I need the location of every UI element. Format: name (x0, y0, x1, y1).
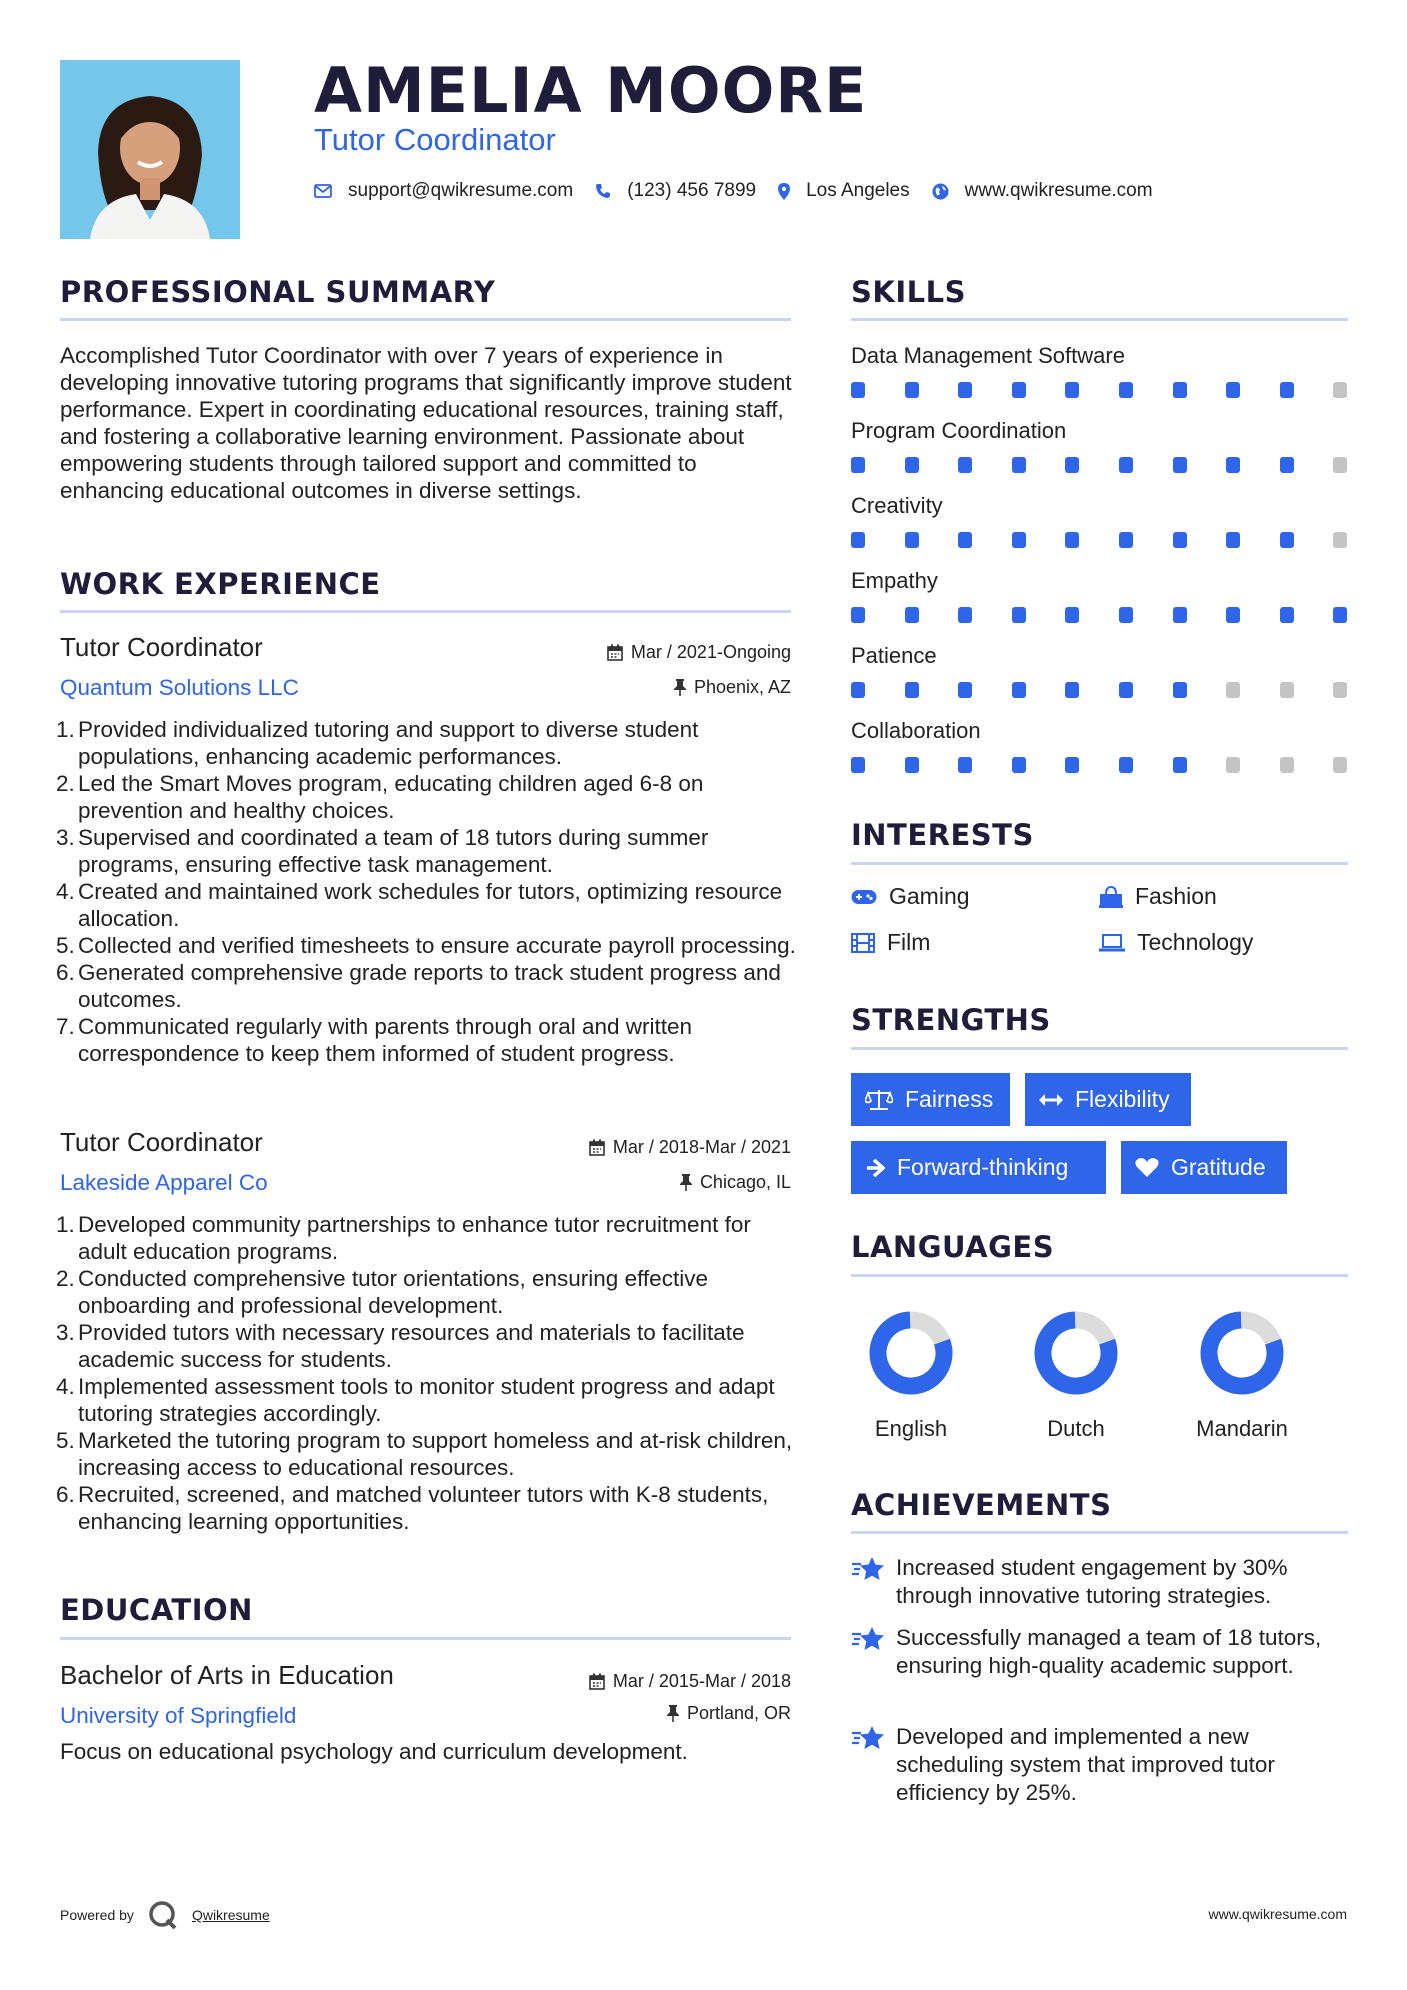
education-location-text: Portland, OR (686, 1703, 791, 1723)
arrow-right-icon (865, 1158, 885, 1178)
skill-dot-empty (1333, 532, 1347, 548)
skill-dot-filled (1226, 382, 1240, 398)
bullet-text: Provided tutors with necessary resources and materials to facilitate academic success for students. (78, 1320, 745, 1372)
skill-dot-filled (851, 532, 865, 548)
shopping-bag-icon (1099, 886, 1123, 908)
bullet-number: 5. (56, 1428, 75, 1453)
job-company: Lakeside Apparel Co (60, 1170, 268, 1195)
bullet-number: 4. (56, 1374, 75, 1399)
skill-name: Collaboration (851, 718, 981, 743)
email-text: support@qwikresume.com (348, 180, 574, 201)
bullet-number: 3. (56, 1320, 75, 1345)
skill-dot-empty (1226, 682, 1240, 698)
bullet-number: 6. (56, 960, 75, 985)
skill-dot-filled (958, 607, 972, 623)
interest-label: Fashion (1135, 883, 1217, 909)
phone-text: (123) 456 7899 (627, 180, 757, 201)
star-achievement-icon (851, 1556, 885, 1582)
skill-dot-empty (1280, 757, 1294, 773)
interest-film (851, 929, 930, 956)
skill-dot-filled (1065, 682, 1079, 698)
calendar-icon (589, 1673, 605, 1690)
job-bullet-item (56, 1319, 800, 1373)
achievement-text: Developed and implemented a new scheduling system that improved tutor efficiency by 25%. (896, 1724, 1275, 1805)
skill-dot-filled (905, 532, 919, 548)
skill-dot-empty (1333, 757, 1347, 773)
language-proficiency-donut (861, 1303, 961, 1403)
education-school: University of Springfield (60, 1703, 297, 1728)
skill-dot-filled (1065, 382, 1079, 398)
job-location-text: Phoenix, AZ (693, 677, 791, 697)
bullet-number: 5. (56, 933, 75, 958)
skill-dot-filled (1173, 457, 1187, 473)
job-bullet-item (56, 1211, 800, 1265)
website-contact[interactable] (932, 180, 1153, 202)
skill-name: Empathy (851, 568, 938, 593)
interests-divider (851, 862, 1348, 865)
education-location (667, 1703, 791, 1724)
skill-dot-filled (1119, 457, 1133, 473)
balance-scale-icon (865, 1089, 893, 1111)
summary-text: Accomplished Tutor Coordinator with over 7 years of experience in developing innovative tutoring programs that significantly improve student performance. Expert in coordinating educational resources, training staff, and fostering a collaborative learning environment. Passionate about empowering students through tailored support and committed to enhancing educational outcomes in diverse settings. (60, 343, 792, 503)
job-bullet-item (56, 1427, 800, 1481)
skill-dot-filled (851, 382, 865, 398)
achievement-text: Increased student engagement by 30% through innovative tutoring strategies. (896, 1555, 1288, 1608)
skill-dot-filled (851, 757, 865, 773)
skill-dot-filled (1119, 382, 1133, 398)
bullet-text: Supervised and coordinated a team of 18 tutors during summer programs, ensuring effective task management. (78, 825, 709, 877)
job-bullet-item (56, 824, 800, 878)
skill-dot-filled (1012, 757, 1026, 773)
skill-dot-filled (958, 682, 972, 698)
skill-name: Creativity (851, 493, 943, 518)
interest-technology (1099, 929, 1253, 956)
skill-dot-filled (1119, 757, 1133, 773)
laptop-icon (1099, 934, 1125, 952)
job-bullet-item (56, 716, 800, 770)
skill-rating (851, 457, 1348, 473)
email-contact[interactable] (314, 180, 573, 202)
education-dates-text: Mar / 2015-Mar / 2018 (612, 1671, 791, 1691)
skill-dot-filled (1280, 607, 1294, 623)
bullet-text: Communicated regularly with parents through oral and written correspondence to keep them informed of student progress. (78, 1014, 693, 1066)
powered-by-text: Powered by (60, 1907, 134, 1923)
strength-flexibility (1025, 1073, 1191, 1126)
skill-dot-filled (1280, 457, 1294, 473)
globe-icon (932, 183, 949, 200)
job-location (674, 677, 791, 698)
skill-rating (851, 382, 1348, 398)
bullet-number: 6. (56, 1482, 75, 1507)
interest-fashion (1099, 883, 1217, 910)
bullet-number: 2. (56, 1266, 75, 1291)
skill-name: Data Management Software (851, 343, 1125, 368)
skill-dot-filled (958, 532, 972, 548)
strength-forward-thinking (851, 1141, 1106, 1194)
skill-dot-filled (1012, 682, 1026, 698)
calendar-icon (589, 1139, 605, 1156)
achievement-text: Successfully managed a team of 18 tutors, ensuring high-quality academic support. (896, 1625, 1322, 1678)
skill-dot-filled (1226, 607, 1240, 623)
bullet-text: Led the Smart Moves program, educating children aged 6-8 on prevention and healthy choices. (78, 771, 704, 823)
skill-dot-filled (1065, 457, 1079, 473)
skill-dot-empty (1333, 382, 1347, 398)
skill-dot-filled (1119, 682, 1133, 698)
languages-divider (851, 1274, 1348, 1277)
envelope-icon (314, 184, 332, 198)
education-divider (60, 1637, 791, 1640)
phone-contact[interactable] (595, 180, 756, 202)
arrows-horizontal-icon (1039, 1093, 1063, 1107)
star-achievement-icon (851, 1725, 885, 1751)
bullet-text: Recruited, screened, and matched volunteer tutors with K-8 students, enhancing learning opportunities. (78, 1482, 769, 1534)
website-text: www.qwikresume.com (964, 180, 1153, 201)
language-proficiency-donut (1026, 1303, 1126, 1403)
bullet-number: 3. (56, 825, 75, 850)
job-dates (607, 642, 791, 663)
pushpin-icon (667, 1705, 679, 1722)
skill-dot-filled (1173, 757, 1187, 773)
bullet-text: Developed community partnerships to enhance tutor recruitment for adult education programs. (78, 1212, 751, 1264)
job-location (680, 1172, 791, 1193)
skill-dot-filled (958, 457, 972, 473)
candidate-name: AMELIA MOORE (314, 54, 868, 127)
job-bullet-item (56, 1481, 800, 1535)
language-proficiency-donut (1192, 1303, 1292, 1403)
strengths-heading: STRENGTHS (851, 1003, 1051, 1037)
skill-dot-filled (1012, 607, 1026, 623)
pushpin-icon (674, 679, 686, 696)
job-dates (589, 1137, 791, 1158)
location-text: Los Angeles (806, 180, 910, 201)
strength-label: Flexibility (1075, 1086, 1170, 1112)
skill-dot-filled (1173, 682, 1187, 698)
skill-dot-filled (1012, 457, 1026, 473)
achievement-item (851, 1554, 1351, 1610)
skill-name: Patience (851, 643, 937, 668)
achievements-heading: ACHIEVEMENTS (851, 1488, 1112, 1522)
skill-dot-filled (905, 457, 919, 473)
candidate-role: Tutor Coordinator (314, 122, 556, 157)
location-contact (778, 180, 910, 202)
brand-link[interactable]: Qwikresume (191, 1907, 270, 1923)
job-location-text: Chicago, IL (699, 1172, 791, 1192)
achievement-item (851, 1624, 1351, 1680)
bullet-text: Generated comprehensive grade reports to track student progress and outcomes. (78, 960, 781, 1012)
qwikresume-logo-icon (148, 1900, 178, 1930)
skill-dot-filled (1333, 607, 1347, 623)
skill-dot-filled (1065, 757, 1079, 773)
job-title: Tutor Coordinator (60, 632, 263, 662)
bullet-number: 7. (56, 1014, 75, 1039)
job-bullets (56, 716, 800, 1067)
gamepad-icon (851, 889, 877, 905)
job-title: Tutor Coordinator (60, 1127, 263, 1157)
pushpin-icon (680, 1174, 692, 1191)
footer-branding (60, 1900, 270, 1930)
strengths-divider (851, 1047, 1348, 1050)
skill-dot-empty (1226, 757, 1240, 773)
film-icon (851, 933, 875, 953)
skill-dot-filled (905, 682, 919, 698)
education-description: Focus on educational psychology and curriculum development. (60, 1739, 688, 1764)
achievements-divider (851, 1531, 1348, 1534)
skill-dot-filled (1173, 382, 1187, 398)
strength-label: Forward-thinking (897, 1154, 1069, 1180)
skill-dot-filled (851, 682, 865, 698)
skill-dot-filled (1119, 607, 1133, 623)
bullet-text: Implemented assessment tools to monitor student progress and adapt tutoring strategies accordingly. (78, 1374, 775, 1426)
job-bullet-item (56, 770, 800, 824)
skill-dot-filled (1173, 532, 1187, 548)
heart-icon (1135, 1157, 1159, 1178)
strength-label: Fairness (905, 1086, 994, 1112)
job-dates-text: Mar / 2021-Ongoing (630, 642, 791, 662)
education-heading: EDUCATION (60, 1593, 253, 1627)
job-dates-text: Mar / 2018-Mar / 2021 (612, 1137, 791, 1157)
job-bullet-item (56, 959, 800, 1013)
skill-dot-empty (1280, 682, 1294, 698)
job-bullet-item (56, 878, 800, 932)
experience-heading: WORK EXPERIENCE (60, 567, 381, 601)
interest-gaming (851, 883, 970, 910)
skill-rating (851, 607, 1348, 623)
interests-heading: INTERESTS (851, 818, 1034, 852)
contact-bar (314, 180, 1175, 202)
bullet-number: 4. (56, 879, 75, 904)
skill-dot-filled (958, 757, 972, 773)
achievement-item (851, 1723, 1351, 1807)
experience-divider (60, 610, 791, 613)
skill-dot-filled (1280, 382, 1294, 398)
language-name: Mandarin (1196, 1416, 1288, 1441)
interest-label: Gaming (889, 883, 970, 909)
bullet-number: 1. (56, 1212, 75, 1237)
skill-dot-empty (1333, 457, 1347, 473)
skill-dot-filled (905, 382, 919, 398)
bullet-text: Marketed the tutoring program to support homeless and at-risk children, increasing access to educational resources. (78, 1428, 793, 1480)
skill-dot-filled (1280, 532, 1294, 548)
skill-rating (851, 532, 1348, 548)
skill-dot-filled (1226, 457, 1240, 473)
job-bullet-item (56, 1265, 800, 1319)
skill-dot-filled (1012, 382, 1026, 398)
skill-dot-filled (958, 382, 972, 398)
skill-rating (851, 757, 1348, 773)
skill-dot-filled (1226, 532, 1240, 548)
education-degree: Bachelor of Arts in Education (60, 1660, 394, 1690)
skill-dot-filled (1065, 607, 1079, 623)
skill-rating (851, 682, 1348, 698)
calendar-icon (607, 644, 623, 661)
strength-label: Gratitude (1171, 1154, 1266, 1180)
skills-divider (851, 318, 1348, 321)
skill-dot-filled (905, 607, 919, 623)
education-dates (589, 1671, 791, 1692)
bullet-number: 2. (56, 771, 75, 796)
skill-dot-filled (1173, 607, 1187, 623)
strength-gratitude (1121, 1141, 1287, 1194)
star-achievement-icon (851, 1626, 885, 1652)
job-bullet-item (56, 932, 800, 959)
interest-label: Film (887, 929, 931, 955)
language-name: English (874, 1416, 948, 1441)
strength-fairness (851, 1073, 1010, 1126)
skill-dot-filled (1119, 532, 1133, 548)
skill-dot-filled (851, 457, 865, 473)
language-name: Dutch (1047, 1416, 1105, 1441)
skill-dot-filled (1065, 532, 1079, 548)
job-bullet-item (56, 1373, 800, 1427)
skill-dot-empty (1333, 682, 1347, 698)
skill-dot-filled (1012, 532, 1026, 548)
footer-website[interactable]: www.qwikresume.com (1208, 1906, 1347, 1922)
bullet-text: Provided individualized tutoring and support to diverse student populations, enhancing academic performances. (78, 717, 699, 769)
bullet-number: 1. (56, 717, 75, 742)
skill-name: Program Coordination (851, 418, 1067, 443)
profile-photo (60, 60, 240, 239)
bullet-text: Collected and verified timesheets to ensure accurate payroll processing. (78, 933, 796, 958)
job-bullet-item (56, 1013, 800, 1067)
skill-dot-filled (905, 757, 919, 773)
phone-icon (595, 183, 611, 199)
bullet-text: Created and maintained work schedules for tutors, optimizing resource allocation. (78, 879, 783, 931)
job-bullets (56, 1211, 800, 1535)
bullet-text: Conducted comprehensive tutor orientations, ensuring effective onboarding and professional development. (78, 1266, 708, 1318)
languages-heading: LANGUAGES (851, 1230, 1055, 1264)
map-marker-icon (778, 183, 790, 200)
summary-divider (60, 318, 791, 321)
skills-heading: SKILLS (851, 275, 966, 309)
interest-label: Technology (1137, 929, 1254, 955)
summary-heading: PROFESSIONAL SUMMARY (60, 275, 496, 309)
job-company: Quantum Solutions LLC (60, 675, 299, 700)
skill-dot-filled (851, 607, 865, 623)
